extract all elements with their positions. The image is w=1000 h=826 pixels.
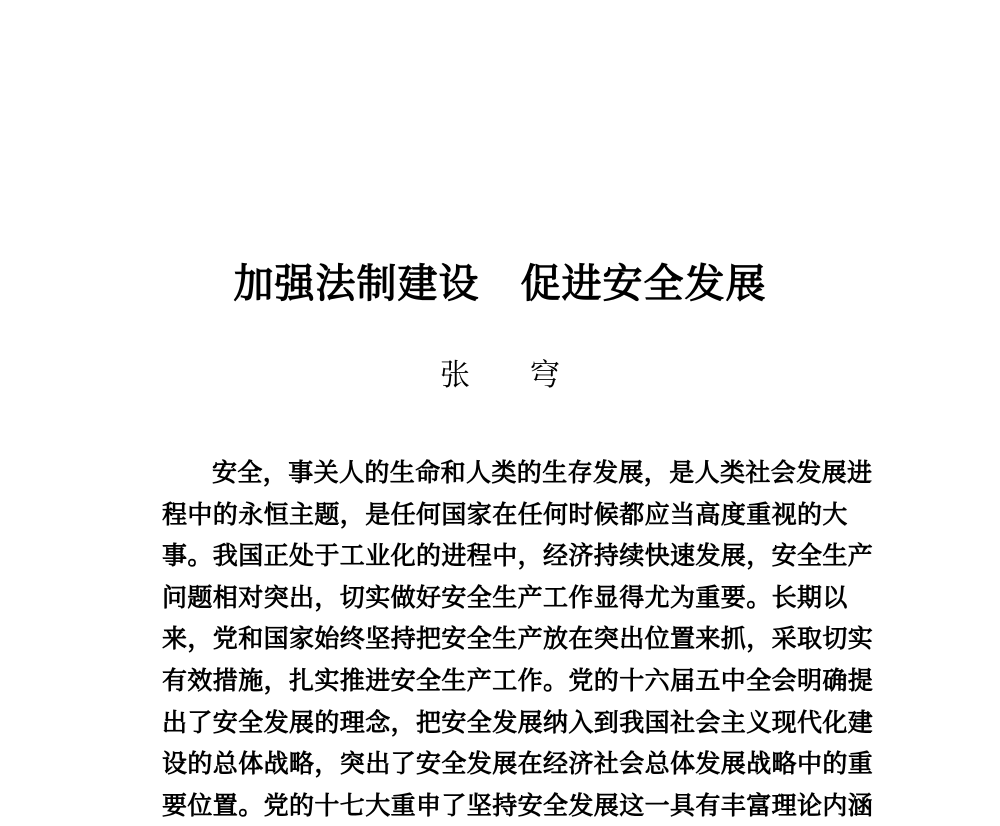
paragraph-line: 程中的永恒主题，是任何国家在任何时候都应当高度重视的大 — [162, 499, 848, 529]
body-paragraph — [162, 452, 874, 826]
paragraph-line: 设的总体战略，突出了安全发展在经济社会总体发展战略中的重 — [162, 749, 874, 779]
paragraph-line: 来，党和国家始终坚持把安全生产放在突出位置来抓，采取切实 — [162, 624, 874, 654]
paragraph-line: 问题相对突出，切实做好安全生产工作显得尤为重要。长期以 — [162, 582, 848, 612]
paragraph-line: 事。我国正处于工业化的进程中，经济持续快速发展，安全生产 — [162, 541, 874, 571]
paragraph-line: 有效措施，扎实推进安全生产工作。党的十六届五中全会明确提 — [162, 665, 874, 695]
paragraph-line: 要位置。党的十七大重申了坚持安全发展这一具有丰富理论内涵 — [162, 790, 874, 820]
paragraph-line: 安全，事关人的生命和人类的生存发展，是人类社会发展进 — [212, 458, 873, 487]
document-title: 加强法制建设 促进安全发展 — [233, 260, 767, 307]
document-author: 张 穹 — [440, 358, 560, 393]
paragraph-line: 出了安全发展的理念，把安全发展纳入到我国社会主义现代化建 — [162, 707, 874, 737]
